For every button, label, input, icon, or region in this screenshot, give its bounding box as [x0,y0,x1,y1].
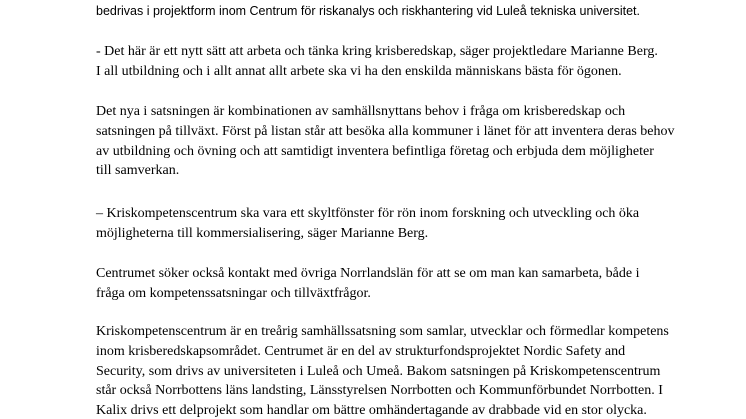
text-line: Det nya i satsningen är kombinationen av samhällsnyttans behov i fråga om krisberedskap och [96,104,626,119]
text-line: står också Norrbottens läns landsting, Länsstyrelsen Norrbotten och Kommunförbundet Norrbotten. I [96,383,663,399]
paragraph-norrland-contact [96,264,640,304]
text-line: – Kriskompetenscentrum ska vara ett skyltfönster för rön inom forskning och utveckling och öka [96,206,640,221]
text-line: I all utbildning och i allt annat allt arbete ska vi ha den enskilda människans bästa för ögonen. [96,63,622,79]
paragraph-quote-showcase [96,204,639,244]
text-line: Centrumet söker också kontakt med övriga Norrlandslän för att se om man kan samarbeta, både i [96,266,640,281]
text-line: Kalix drivs ett delprojekt som handlar om bättre omhändertagande av drabbade vid en stor olycka. [96,403,647,419]
text-line: fråga om kompetenssatsningar och tillväxtfrågor. [96,285,371,301]
lead-line: bedrivas i projektform inom Centrum för riskanalys och riskhantering vid Luleå tekniska universitet. [96,4,640,18]
text-line: möjligheterna till kommersialisering, säger Marianne Berg. [96,225,429,241]
paragraph-quote-project-leader [96,42,658,82]
text-line: Security, som drivs av universiteten i Luleå och Umeå. Bakom satsningen på Kriskompetenscentrum [96,363,661,379]
text-line: Kriskompetenscentrum är en treårig samhällssatsning som samlar, utvecklar och förmedlar kompetens [96,324,669,339]
text-line: satsningen på tillväxt. Först på listan står att besöka alla kommuner i länet för att inventera deras behov [96,123,675,139]
text-line: inom krisberedskapsområdet. Centrumet är en del av strukturfondsprojektet Nordic Safety and [96,343,626,359]
paragraph-new-in-initiative [96,102,675,181]
paragraph-about-centre [96,322,669,419]
text-line: till samverkan. [96,163,180,179]
text-line: av utbildning och övning och att samtidigt inventera befintliga företag och erbjuda dem möjligheter [96,143,654,159]
text-line: - Det här är ett nytt sätt att arbeta och tänka kring krisberedskap, säger projektledare Marianne Berg. [96,44,658,59]
